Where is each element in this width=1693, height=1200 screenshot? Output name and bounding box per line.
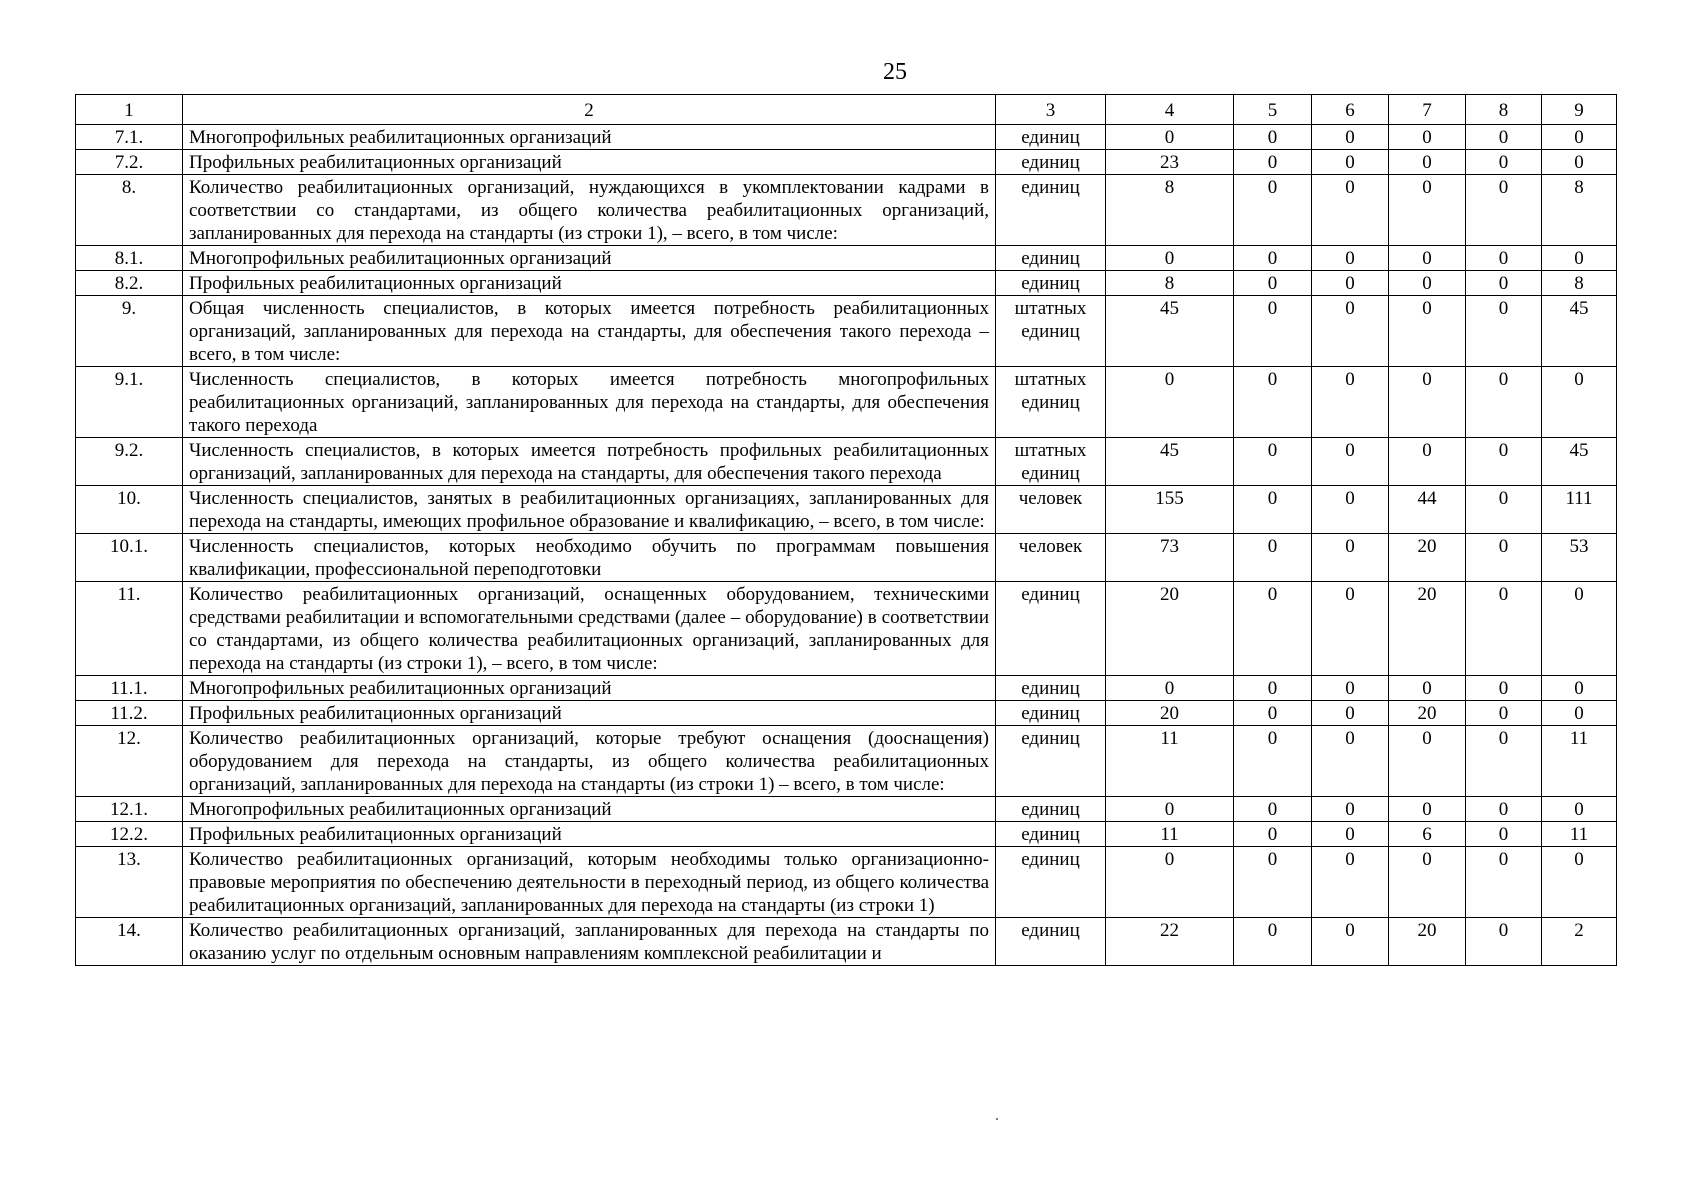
value-cell-col6: 0 [1312, 271, 1389, 296]
value-cell-col8: 0 [1466, 246, 1542, 271]
value-cell-col6: 0 [1312, 847, 1389, 918]
value-cell-col5: 0 [1234, 150, 1312, 175]
row-unit: единиц [996, 150, 1106, 175]
table-row [76, 822, 1617, 847]
value-cell-col5: 0 [1234, 726, 1312, 797]
table-row [76, 534, 1617, 582]
row-number: 14. [76, 918, 183, 966]
row-unit: единиц [996, 271, 1106, 296]
row-unit: единиц [996, 701, 1106, 726]
value-cell-col8: 0 [1466, 438, 1542, 486]
header-cell: 3 [996, 95, 1106, 125]
value-cell-col5: 0 [1234, 676, 1312, 701]
value-cell-col6: 0 [1312, 822, 1389, 847]
row-unit: единиц [996, 822, 1106, 847]
value-cell-col6: 0 [1312, 367, 1389, 438]
table-row [76, 486, 1617, 534]
table-row [76, 676, 1617, 701]
value-cell-col4: 0 [1106, 797, 1234, 822]
row-unit: человек [996, 486, 1106, 534]
row-unit: единиц [996, 582, 1106, 676]
value-cell-col9: 8 [1542, 271, 1617, 296]
table-body [76, 125, 1617, 966]
value-cell-col8: 0 [1466, 296, 1542, 367]
value-cell-col8: 0 [1466, 918, 1542, 966]
row-number: 10. [76, 486, 183, 534]
value-cell-col4: 0 [1106, 367, 1234, 438]
header-cell: 8 [1466, 95, 1542, 125]
value-cell-col4: 20 [1106, 701, 1234, 726]
value-cell-col9: 0 [1542, 701, 1617, 726]
row-description: Количество реабилитационных организаций, запланированных для перехода на стандарты по оказанию услуг по отдельным основным направлениям комплексной реабилитации и [183, 918, 996, 966]
row-unit: единиц [996, 246, 1106, 271]
value-cell-col8: 0 [1466, 150, 1542, 175]
value-cell-col6: 0 [1312, 534, 1389, 582]
value-cell-col8: 0 [1466, 797, 1542, 822]
value-cell-col5: 0 [1234, 175, 1312, 246]
value-cell-col4: 8 [1106, 271, 1234, 296]
value-cell-col7: 0 [1389, 847, 1466, 918]
value-cell-col4: 155 [1106, 486, 1234, 534]
value-cell-col6: 0 [1312, 676, 1389, 701]
table-row [76, 847, 1617, 918]
value-cell-col4: 45 [1106, 438, 1234, 486]
value-cell-col7: 20 [1389, 701, 1466, 726]
page-number: 25 [883, 59, 907, 85]
value-cell-col4: 23 [1106, 150, 1234, 175]
value-cell-col7: 0 [1389, 125, 1466, 150]
table-row [76, 175, 1617, 246]
value-cell-col9: 11 [1542, 822, 1617, 847]
row-number: 12.1. [76, 797, 183, 822]
value-cell-col9: 111 [1542, 486, 1617, 534]
value-cell-col9: 0 [1542, 125, 1617, 150]
value-cell-col4: 0 [1106, 246, 1234, 271]
value-cell-col7: 0 [1389, 271, 1466, 296]
row-number: 11.2. [76, 701, 183, 726]
table-row [76, 701, 1617, 726]
value-cell-col8: 0 [1466, 175, 1542, 246]
value-cell-col9: 0 [1542, 367, 1617, 438]
value-cell-col6: 0 [1312, 726, 1389, 797]
value-cell-col8: 0 [1466, 367, 1542, 438]
table-row [76, 296, 1617, 367]
table-row [76, 797, 1617, 822]
value-cell-col7: 20 [1389, 534, 1466, 582]
value-cell-col8: 0 [1466, 701, 1542, 726]
row-unit: человек [996, 534, 1106, 582]
row-description: Профильных реабилитационных организаций [183, 150, 996, 175]
value-cell-col5: 0 [1234, 271, 1312, 296]
table-row [76, 246, 1617, 271]
row-number: 8.2. [76, 271, 183, 296]
value-cell-col6: 0 [1312, 150, 1389, 175]
row-unit: единиц [996, 125, 1106, 150]
value-cell-col6: 0 [1312, 125, 1389, 150]
row-number: 10.1. [76, 534, 183, 582]
value-cell-col7: 44 [1389, 486, 1466, 534]
value-cell-col5: 0 [1234, 797, 1312, 822]
table-row [76, 271, 1617, 296]
header-cell: 7 [1389, 95, 1466, 125]
row-number: 12. [76, 726, 183, 797]
value-cell-col9: 0 [1542, 582, 1617, 676]
value-cell-col7: 0 [1389, 296, 1466, 367]
value-cell-col6: 0 [1312, 701, 1389, 726]
value-cell-col4: 0 [1106, 125, 1234, 150]
value-cell-col5: 0 [1234, 847, 1312, 918]
value-cell-col4: 45 [1106, 296, 1234, 367]
header-cell: 9 [1542, 95, 1617, 125]
value-cell-col5: 0 [1234, 534, 1312, 582]
row-unit: единиц [996, 918, 1106, 966]
header-row [76, 95, 1617, 125]
header-cell: 1 [76, 95, 183, 125]
header-cell: 6 [1312, 95, 1389, 125]
value-cell-col8: 0 [1466, 486, 1542, 534]
value-cell-col5: 0 [1234, 438, 1312, 486]
row-unit: штатных единиц [996, 296, 1106, 367]
header-cell: 4 [1106, 95, 1234, 125]
table-row [76, 726, 1617, 797]
row-unit: единиц [996, 676, 1106, 701]
row-description: Численность специалистов, занятых в реабилитационных организациях, запланированных для перехода на стандарты, имеющих профильное образование и квалификацию, – всего, в том числе: [183, 486, 996, 534]
value-cell-col6: 0 [1312, 175, 1389, 246]
value-cell-col9: 8 [1542, 175, 1617, 246]
value-cell-col7: 20 [1389, 582, 1466, 676]
row-number: 12.2. [76, 822, 183, 847]
value-cell-col6: 0 [1312, 246, 1389, 271]
value-cell-col4: 73 [1106, 534, 1234, 582]
row-unit: единиц [996, 726, 1106, 797]
row-description: Количество реабилитационных организаций, которые требуют оснащения (дооснащения) оборудованием для перехода на стандарты, из общего количества реабилитационных организаций, запланированных для перехода на стандарты (из строки 1) – всего, в том числе: [183, 726, 996, 797]
table-row [76, 367, 1617, 438]
value-cell-col4: 11 [1106, 726, 1234, 797]
value-cell-col7: 0 [1389, 438, 1466, 486]
row-number: 13. [76, 847, 183, 918]
value-cell-col9: 45 [1542, 296, 1617, 367]
value-cell-col4: 20 [1106, 582, 1234, 676]
row-unit: единиц [996, 175, 1106, 246]
row-description: Многопрофильных реабилитационных организаций [183, 797, 996, 822]
value-cell-col4: 0 [1106, 676, 1234, 701]
value-cell-col4: 8 [1106, 175, 1234, 246]
value-cell-col8: 0 [1466, 271, 1542, 296]
table-row [76, 150, 1617, 175]
value-cell-col8: 0 [1466, 822, 1542, 847]
value-cell-col6: 0 [1312, 296, 1389, 367]
value-cell-col5: 0 [1234, 918, 1312, 966]
value-cell-col7: 6 [1389, 822, 1466, 847]
table-row [76, 438, 1617, 486]
value-cell-col9: 0 [1542, 150, 1617, 175]
value-cell-col5: 0 [1234, 701, 1312, 726]
value-cell-col9: 0 [1542, 797, 1617, 822]
row-unit: единиц [996, 847, 1106, 918]
value-cell-col7: 0 [1389, 246, 1466, 271]
row-number: 9.1. [76, 367, 183, 438]
value-cell-col5: 0 [1234, 822, 1312, 847]
value-cell-col9: 2 [1542, 918, 1617, 966]
row-number: 11.1. [76, 676, 183, 701]
row-description: Численность специалистов, в которых имеется потребность многопрофильных реабилитационных организаций, запланированных для перехода на стандарты, для обеспечения такого перехода [183, 367, 996, 438]
row-unit: штатных единиц [996, 367, 1106, 438]
value-cell-col7: 0 [1389, 175, 1466, 246]
row-description: Количество реабилитационных организаций, которым необходимы только организационно-правовые мероприятия по обеспечению деятельности в переходный период, из общего количества реабилитационных организаций, запланированных для перехода на стандарты (из строки 1) [183, 847, 996, 918]
value-cell-col9: 0 [1542, 676, 1617, 701]
value-cell-col8: 0 [1466, 847, 1542, 918]
row-description: Общая численность специалистов, в которых имеется потребность реабилитационных организаций, запланированных для перехода на стандарты, для обеспечения такого перехода – всего, в том числе: [183, 296, 996, 367]
value-cell-col8: 0 [1466, 534, 1542, 582]
value-cell-col9: 0 [1542, 847, 1617, 918]
table-row [76, 582, 1617, 676]
value-cell-col5: 0 [1234, 246, 1312, 271]
value-cell-col7: 0 [1389, 150, 1466, 175]
value-cell-col6: 0 [1312, 797, 1389, 822]
row-description: Количество реабилитационных организаций, нуждающихся в укомплектовании кадрами в соответствии со стандартами, из общего количества реабилитационных организаций, запланированных для перехода на стандарты (из строки 1), – всего, в том числе: [183, 175, 996, 246]
value-cell-col9: 11 [1542, 726, 1617, 797]
row-number: 7.2. [76, 150, 183, 175]
value-cell-col8: 0 [1466, 676, 1542, 701]
value-cell-col5: 0 [1234, 296, 1312, 367]
row-description: Многопрофильных реабилитационных организаций [183, 246, 996, 271]
row-description: Многопрофильных реабилитационных организаций [183, 676, 996, 701]
row-number: 7.1. [76, 125, 183, 150]
table-row [76, 125, 1617, 150]
row-number: 8.1. [76, 246, 183, 271]
value-cell-col6: 0 [1312, 438, 1389, 486]
value-cell-col5: 0 [1234, 125, 1312, 150]
header-cell: 5 [1234, 95, 1312, 125]
value-cell-col9: 53 [1542, 534, 1617, 582]
value-cell-col6: 0 [1312, 918, 1389, 966]
value-cell-col8: 0 [1466, 582, 1542, 676]
row-unit: единиц [996, 797, 1106, 822]
row-number: 9.2. [76, 438, 183, 486]
value-cell-col5: 0 [1234, 582, 1312, 676]
data-table [75, 94, 1617, 966]
value-cell-col7: 20 [1389, 918, 1466, 966]
value-cell-col9: 45 [1542, 438, 1617, 486]
row-unit: штатных единиц [996, 438, 1106, 486]
value-cell-col7: 0 [1389, 797, 1466, 822]
value-cell-col4: 11 [1106, 822, 1234, 847]
value-cell-col8: 0 [1466, 726, 1542, 797]
row-description: Численность специалистов, которых необходимо обучить по программам повышения квалификации, профессиональной переподготовки [183, 534, 996, 582]
row-description: Численность специалистов, в которых имеется потребность профильных реабилитационных организаций, запланированных для перехода на стандарты, для обеспечения такого перехода [183, 438, 996, 486]
value-cell-col5: 0 [1234, 486, 1312, 534]
value-cell-col6: 0 [1312, 486, 1389, 534]
value-cell-col7: 0 [1389, 367, 1466, 438]
row-description: Профильных реабилитационных организаций [183, 701, 996, 726]
value-cell-col9: 0 [1542, 246, 1617, 271]
row-number: 8. [76, 175, 183, 246]
table-row [76, 918, 1617, 966]
row-description: Количество реабилитационных организаций, оснащенных оборудованием, техническими средствами реабилитации и вспомогательными средствами (далее – оборудование) в соответствии со стандартами, из общего количества реабилитационных организаций, запланированных для перехода на стандарты (из строки 1), – всего, в том числе: [183, 582, 996, 676]
value-cell-col6: 0 [1312, 582, 1389, 676]
value-cell-col7: 0 [1389, 726, 1466, 797]
row-description: Многопрофильных реабилитационных организаций [183, 125, 996, 150]
scan-speck [996, 1118, 998, 1120]
value-cell-col7: 0 [1389, 676, 1466, 701]
row-number: 11. [76, 582, 183, 676]
value-cell-col5: 0 [1234, 367, 1312, 438]
row-description: Профильных реабилитационных организаций [183, 271, 996, 296]
header-cell: 2 [183, 95, 996, 125]
row-description: Профильных реабилитационных организаций [183, 822, 996, 847]
value-cell-col8: 0 [1466, 125, 1542, 150]
value-cell-col4: 22 [1106, 918, 1234, 966]
value-cell-col4: 0 [1106, 847, 1234, 918]
row-number: 9. [76, 296, 183, 367]
